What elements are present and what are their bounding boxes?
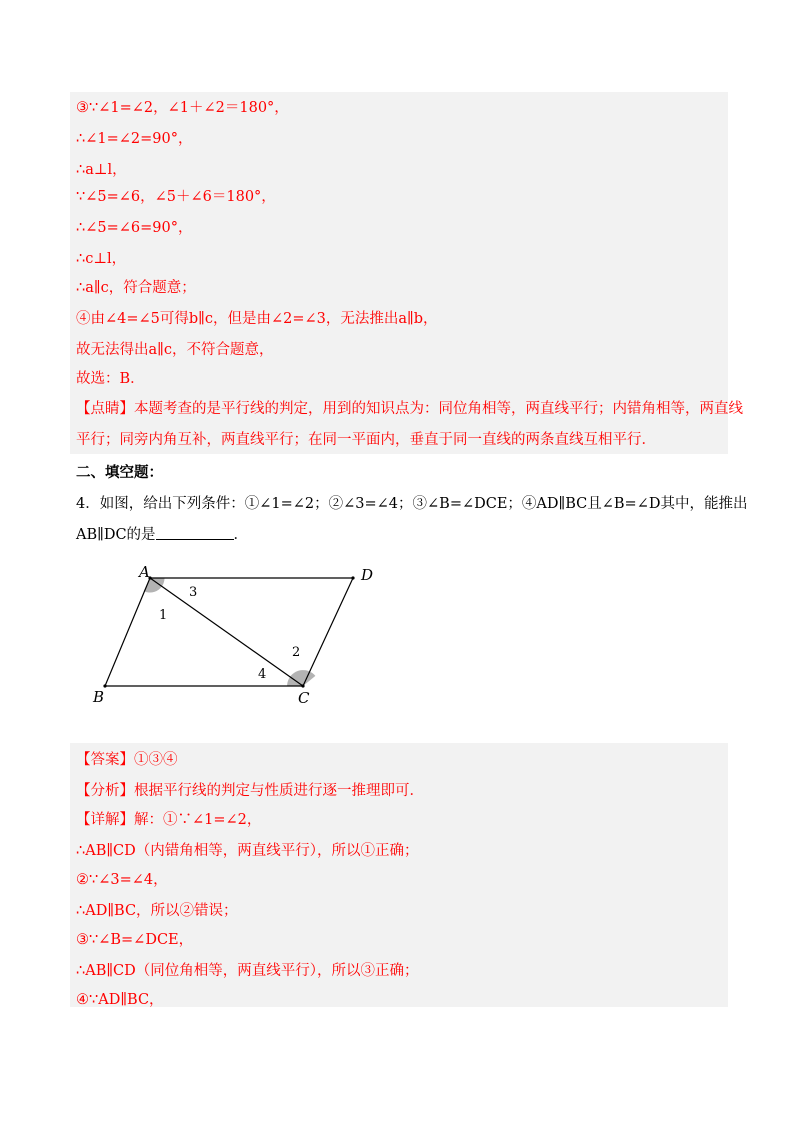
segment-cd: [303, 578, 353, 686]
solution-line-1: ③∵∠1=∠2，∠1＋∠2＝180°，: [76, 100, 289, 116]
solution-line-3: ∴a⊥l，: [76, 162, 127, 178]
solution-line-2: ∴∠1=∠2=90°，: [76, 131, 193, 147]
solution-line-4: ∵∠5=∠6，∠5＋∠6＝180°，: [76, 189, 276, 205]
label-b: B: [93, 688, 105, 706]
label-c: C: [298, 689, 310, 707]
question-line-1: 4．如图，给出下列条件：①∠1=∠2；②∠3=∠4；③∠B=∠DCE；④AD∥BC且∠B=∠D其中，能推出: [76, 496, 748, 512]
solution-line-6: ∴c⊥l，: [76, 251, 127, 267]
point-d: [351, 576, 354, 579]
answer-line: 【答案】①③④: [76, 752, 178, 768]
detail-line-7: ④∵AD∥BC，: [76, 992, 164, 1008]
detail-line-3: ②∵∠3=∠4，: [76, 872, 168, 888]
angle-label-3: 3: [189, 585, 198, 600]
detail-line-6: ∴AB∥CD（同位角相等，两直线平行），所以③正确；: [76, 963, 419, 979]
key-point-line-1: 【点睛】本题考查的是平行线的判定，用到的知识点为：同位角相等，两直线平行；内错角相等，两直线: [76, 401, 743, 417]
segment-ab: [105, 578, 150, 686]
label-d: D: [361, 566, 374, 584]
solution-line-8: ④由∠4=∠5可得b∥c，但是由∠2=∠3，无法推出a∥b，: [76, 311, 438, 327]
solution-line-9: 故无法得出a∥c，不符合题意，: [76, 342, 274, 358]
segment-ac: [150, 578, 303, 686]
solution-line-5: ∴∠5=∠6=90°，: [76, 220, 193, 236]
angle-label-4: 4: [258, 667, 267, 682]
question-line-2: [76, 525, 248, 545]
analysis-line: 【分析】根据平行线的判定与性质进行逐一推理即可．: [76, 783, 424, 799]
parallelogram-figure: [85, 558, 375, 708]
question-period: ．: [233, 527, 249, 543]
question-text: AB∥DC的是: [76, 527, 156, 543]
solution-line-10: 故选：B．: [76, 371, 145, 387]
detail-line-2: ∴AB∥CD（内错角相等，两直线平行），所以①正确；: [76, 843, 419, 859]
detail-line-1: 【详解】解：①∵∠1=∠2，: [76, 812, 262, 828]
angle-label-2: 2: [292, 645, 301, 660]
label-a: A: [139, 563, 150, 581]
solution-line-7: ∴a∥c，符合题意；: [76, 280, 196, 296]
detail-line-5: ③∵∠B=∠DCE，: [76, 932, 194, 948]
point-c: [301, 684, 304, 687]
detail-line-4: ∴AD∥BC，所以②错误；: [76, 903, 238, 919]
angle-label-1: 1: [159, 608, 168, 623]
key-point-line-2: 平行；同旁内角互补，两直线平行；在同一平面内，垂直于同一直线的两条直线互相平行．: [76, 432, 656, 448]
answer-blank: [156, 525, 234, 540]
section-title: 二、填空题：: [76, 464, 163, 481]
